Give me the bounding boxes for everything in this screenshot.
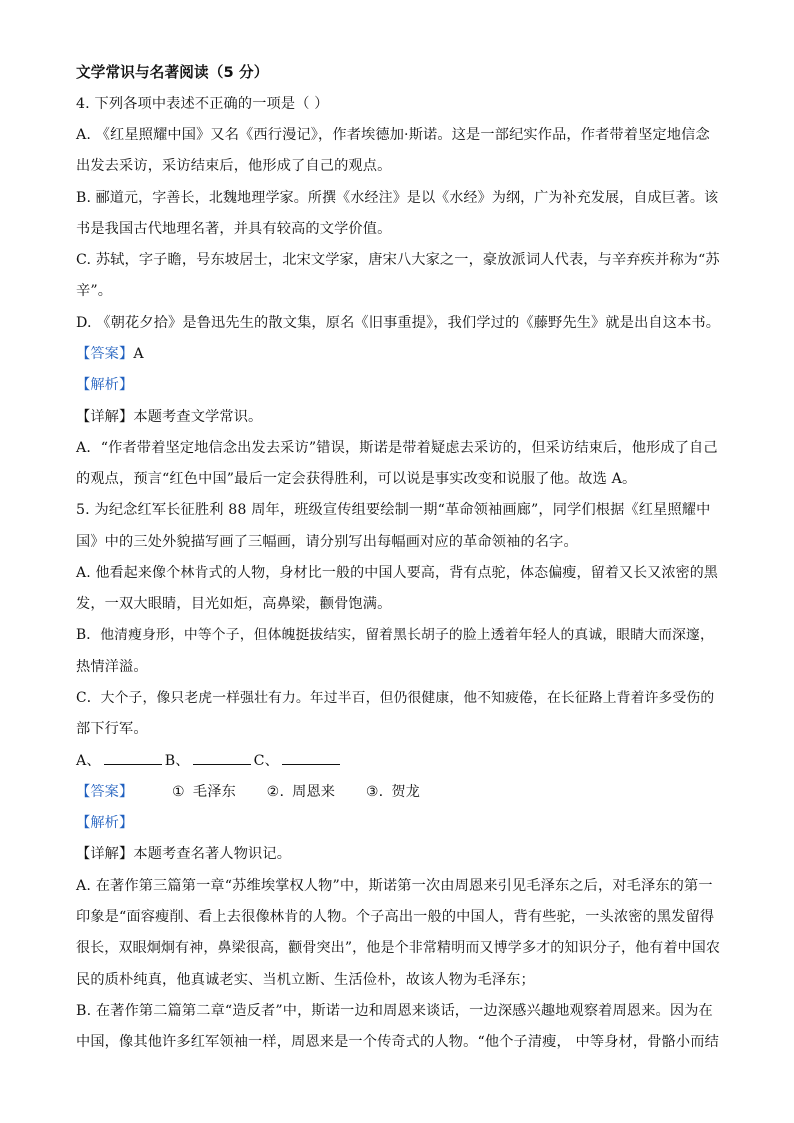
q5-detail-row (76, 844, 291, 864)
q5-answer-1 (172, 782, 236, 802)
q5-stem-line1: 5. 为纪念红军长征胜利 88 周年，班级宣传组要绘制一期“革命领袖画廊”，同学们根据《红星照耀中 (76, 502, 711, 518)
q5-answer-row (76, 782, 420, 802)
q5-stem-line2: 国》中的三处外貌描写画了三幅画，请分别写出每幅画对应的革命领袖的名字。 (76, 534, 578, 550)
q4-option-b-line1: B. 郦道元，字善长，北魏地理学家。所撰《水经注》是以《水经》为纲，广为补充发展，自成巨著。该 (76, 190, 719, 206)
q5-option-a-line2: 发，一双大眼睛，目光如炬，高鼻梁，颧骨饱满。 (76, 596, 392, 612)
q4-option-a-line2: 出发去采访，采访结束后，他形成了自己的观点。 (76, 158, 392, 174)
q5-explanation-b-line1: B. 在著作第二篇第二章“造反者”中，斯诺一边和周恩来谈话，一边深感兴趣地观察着周恩来。因为在 (76, 1003, 713, 1019)
q4-option-b-line2: 书是我国古代地理名著，并具有较高的文学价值。 (76, 221, 392, 237)
answer-2-name: 周恩来 (292, 784, 336, 800)
q5-detail-text: 本题考查名著人物识记。 (133, 846, 292, 862)
blank-b-label: B、 (164, 753, 190, 769)
q4-option-d-line1: D. 《朝花夕拾》是鲁迅先生的散文集，原名《旧事重提》，我们学过的《藤野先生》就是出自这本书。 (76, 315, 721, 331)
q5-option-c-line1: C．大个子，像只老虎一样强壮有力。年过半百，但仍很健康，他不知疲倦，在长征路上背着许多受伤的 (76, 690, 715, 706)
q5-analysis-tag: 【解析】 (76, 815, 134, 831)
q4-explanation-line1: A．“作者带着坚定地信念出发去采访”错误，斯诺是带着疑虑去采访的，但采访结束后，他形成了自己 (76, 440, 718, 456)
q5-answer-2 (267, 782, 336, 802)
q5-explanation-a-line2: 印象是“面容瘦削、看上去很像林肯的人物。个子高出一般的中国人，背有些驼，一头浓密的黑发留得 (76, 909, 715, 925)
q5-explanation-a-line1: A. 在著作第三篇第一章“苏维埃掌权人物”中，斯诺第一次由周恩来引见毛泽东之后，对毛泽东的第一 (76, 878, 713, 894)
q5-option-b-line2: 热情洋溢。 (76, 659, 148, 675)
q4-stem: 4. 下列各项中表述不正确的一项是（ ） (76, 96, 329, 112)
answer-2-number: ②. (266, 784, 285, 800)
blank-a-line (104, 750, 162, 765)
q5-option-c-line2: 部下行军。 (76, 721, 148, 737)
answer-3-name: 贺龙 (391, 784, 421, 800)
q5-blanks-row (76, 750, 343, 771)
q4-detail-tag: 【详解】 (76, 409, 134, 425)
q4-explanation-line2: 的观点，预言“红色中国”最后一定会获得胜利，可以说是事实改变和说服了他。故选 A。 (76, 471, 637, 487)
answer-3-number: ③. (365, 784, 384, 800)
q5-answer-3 (366, 782, 420, 802)
blank-b-line (193, 750, 251, 765)
section-heading: 文学常识与名著阅读（5 分） (76, 64, 269, 81)
q5-explanation-a-line3: 很长，双眼炯炯有神，鼻梁很高，颧骨突出”，他是个非常精明而又博学多才的知识分子，他有着中国农 (76, 940, 721, 956)
q5-answer-tag: 【答案】 (76, 784, 134, 800)
q4-analysis-tag: 【解析】 (76, 377, 134, 393)
q5-explanation-b-line2: 中国，像其他许多红军领袖一样，周恩来是一个传奇式的人物。“他个子清瘦， 中等身材，骨骼小而结 (76, 1034, 719, 1050)
q4-option-c-line1: C. 苏轼，字子瞻，号东坡居士，北宋文学家，唐宋八大家之一，豪放派词人代表，与辛弃疾并称为“苏 (76, 252, 720, 268)
blank-a-label: A、 (76, 753, 101, 769)
answer-1-name: 毛泽东 (192, 784, 236, 800)
q5-explanation-a-line4: 民的质朴纯真，他真诚老实、当机立断、生活俭朴，故该人物为毛泽东； (76, 972, 535, 988)
q5-detail-tag: 【详解】 (76, 846, 134, 862)
q4-option-a-line1: A. 《红星照耀中国》又名《西行漫记》，作者埃德加·斯诺。这是一部纪实作品，作者带着坚定地信念 (76, 127, 710, 143)
blank-c-line (282, 750, 340, 765)
q4-answer-row (76, 344, 144, 364)
q5-option-b-line1: B．他清瘦身形，中等个子，但体魄挺拔结实，留着黑长胡子的脸上透着年轻人的真诚，眼睛大而深邃， (76, 627, 714, 643)
q4-answer-tag: 【答案】 (76, 346, 134, 362)
q4-detail-row (76, 407, 262, 427)
q4-answer-value: A (133, 346, 144, 362)
q5-option-a-line1: A. 他看起来像个林肯式的人物，身材比一般的中国人要高，背有点驼，体态偏瘦，留着又长又浓密的黑 (76, 565, 719, 581)
q4-detail-text: 本题考查文学常识。 (133, 409, 263, 425)
blank-c-label: C、 (253, 753, 279, 769)
answer-1-number: ① (172, 784, 185, 800)
q4-option-c-line2: 辛”。 (76, 283, 113, 299)
